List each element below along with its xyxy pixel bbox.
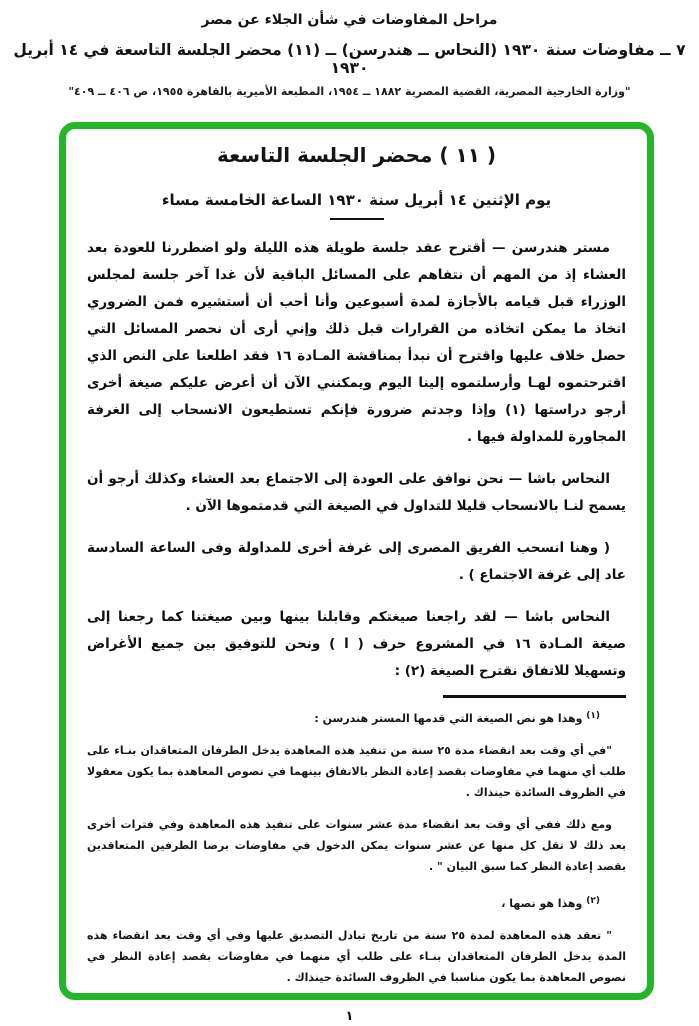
footnote-2-intro (87, 891, 626, 914)
footnote-1-marker: (١) (586, 711, 600, 721)
paragraph-henderson (87, 235, 626, 451)
series-title: مراحل المفاوضات في شأن الجلاء عن مصر (201, 12, 498, 28)
session-title: ( ١١ ) محضر الجلسة التاسعة (216, 143, 497, 167)
footnote-separator-rule (443, 695, 626, 698)
paragraph-nahhas-2 (87, 604, 626, 685)
footnotes-section (87, 706, 626, 1000)
paragraph-text: — أقترح عقد جلسة طويلة هذه الليلة ولو اضطررنا للعودة بعد العشاء إذ من المهم أن نتفاهم على المسائل الباقية لأن غدا آخر جلسة لمجلس الوزراء قبل قيامه بالأجازة لمدة أسبوعين وأنا أحب أن أستشيره فمن الضروري اتخاذ ما يمكن اتخاذه من القرارات قبل ذلك وإني أرى أن نحصر المسائل التي حصل خلاف عليها واقترح أن نبدأ بمناقشة المـادة ١٦ فقد اطلعنا على النص الذي اقترحتموه لهـا وأرسلتموه إلينا اليوم ويمكنني الآن أن أعرض عليكم صيغة أخرى أرجو دراستها (١) وإذا وجدتم ضرورة فإنكم تستطيعون الانسحاب إلى الغرفة المجاورة للمداولة فيها . (87, 240, 626, 445)
session-date-line: يوم الإثنين ١٤ أبريل سنة ١٩٣٠ الساعة الخامسة مساء (161, 191, 552, 209)
page-header (0, 12, 699, 98)
paragraph-text: ( وهنا انسحب الفريق المصرى إلى غرفة أخرى للمداولة وفى الساعة السادسة عاد إلى غرفة الاجتماع ) . (87, 540, 626, 583)
paragraph-stage-note (87, 535, 626, 589)
footnote-2-paragraph-1: " تعقد هذه المعاهدة لمدة ٢٥ سنة من تاريخ تبادل التصديق عليها وفي أي وقت بعد انقضاء هذه المدة يدخل الطرفان المتعاقدان بنـاء على طلب أي منهما في مفاوضات بقصد إعادة النظر في نصوص المعاهدة بما يكون مناسبا في الظروف السائدة حينذاك . (87, 929, 626, 984)
page-number: ١ (345, 1009, 354, 1024)
footnote-2-intro-text: وهذا هو نصها ، (501, 897, 583, 910)
footnote-2-marker: (٢) (586, 896, 600, 906)
speaker-name: النحاس باشا (527, 471, 610, 487)
date-underline-rule (330, 218, 384, 220)
footnote-1-intro (87, 706, 626, 729)
footnote-2-paragraph-2 (87, 999, 626, 1000)
source-citation: "وزارة الخارجية المصرية، القضية المصرية ١٨٨٢ ــ ١٩٥٤، المطبعة الأميرية بالقاهرة ١٩٥٥، ص ٤٠٦ ــ ٤٠٩" (68, 85, 631, 98)
document-heading: ٧ ــ مفاوضات سنة ١٩٣٠ (النحاس ــ هندرسن) ــ (١١) محضر الجلسة التاسعة في ١٤ أبريل ١٩٣٠ (13, 41, 686, 77)
speaker-name: النحاس باشا (525, 609, 610, 625)
paragraph-nahhas-1 (87, 466, 626, 520)
document-frame (59, 122, 654, 1000)
footnote-1-intro-text: وهذا هو نص الصيغة التي قدمها المستر هندرسن : (314, 712, 583, 725)
footnote-1-paragraph-1: "في أي وقت بعد انقضاء مدة ٢٥ سنة من تنفيذ هذه المعاهدة يدخل الطرفان المتعاقدان بنـاء على طلب أي منهما في مفاوضات بقصد إعادة النظر بالاتفاق بينهما في نصوص المعاهدة بما يكون معقولا في الظروف السائدة حينذاك . (87, 744, 626, 799)
speaker-name: مستر هندرسن (511, 240, 611, 256)
paragraph-text: — لقد راجعنا صيغتكم وقابلنا بينها وبين صيغتنا كما رجعنا إلى صيغة المـادة ١٦ في المشروع حرف ( ا ) ونحن للتوفيق بين جميع الأغراض وتسهيلا للاتفاق نقترح الصيغة (٢) : (87, 609, 626, 679)
paragraph-text: — نحن نوافق على العودة إلى الاجتماع بعد العشاء وكذلك أرجو أن يسمح لنـا بالانسحاب قليلا للتداول في الصيغة التي قدمتموها الآن . (87, 471, 626, 514)
footnote-1-paragraph-2: ومع ذلك ففي أي وقت بعد انقضاء مدة عشر سنوات على تنفيذ هذه المعاهدة وفي فترات أخرى بعد ذلك لا تقل كل منها عن عشر سنوات يمكن الدخول في مفاوضات برضا الطرفين المتعاقدين بقصد إعادة النظر كما سبق البيان " . (87, 818, 626, 873)
